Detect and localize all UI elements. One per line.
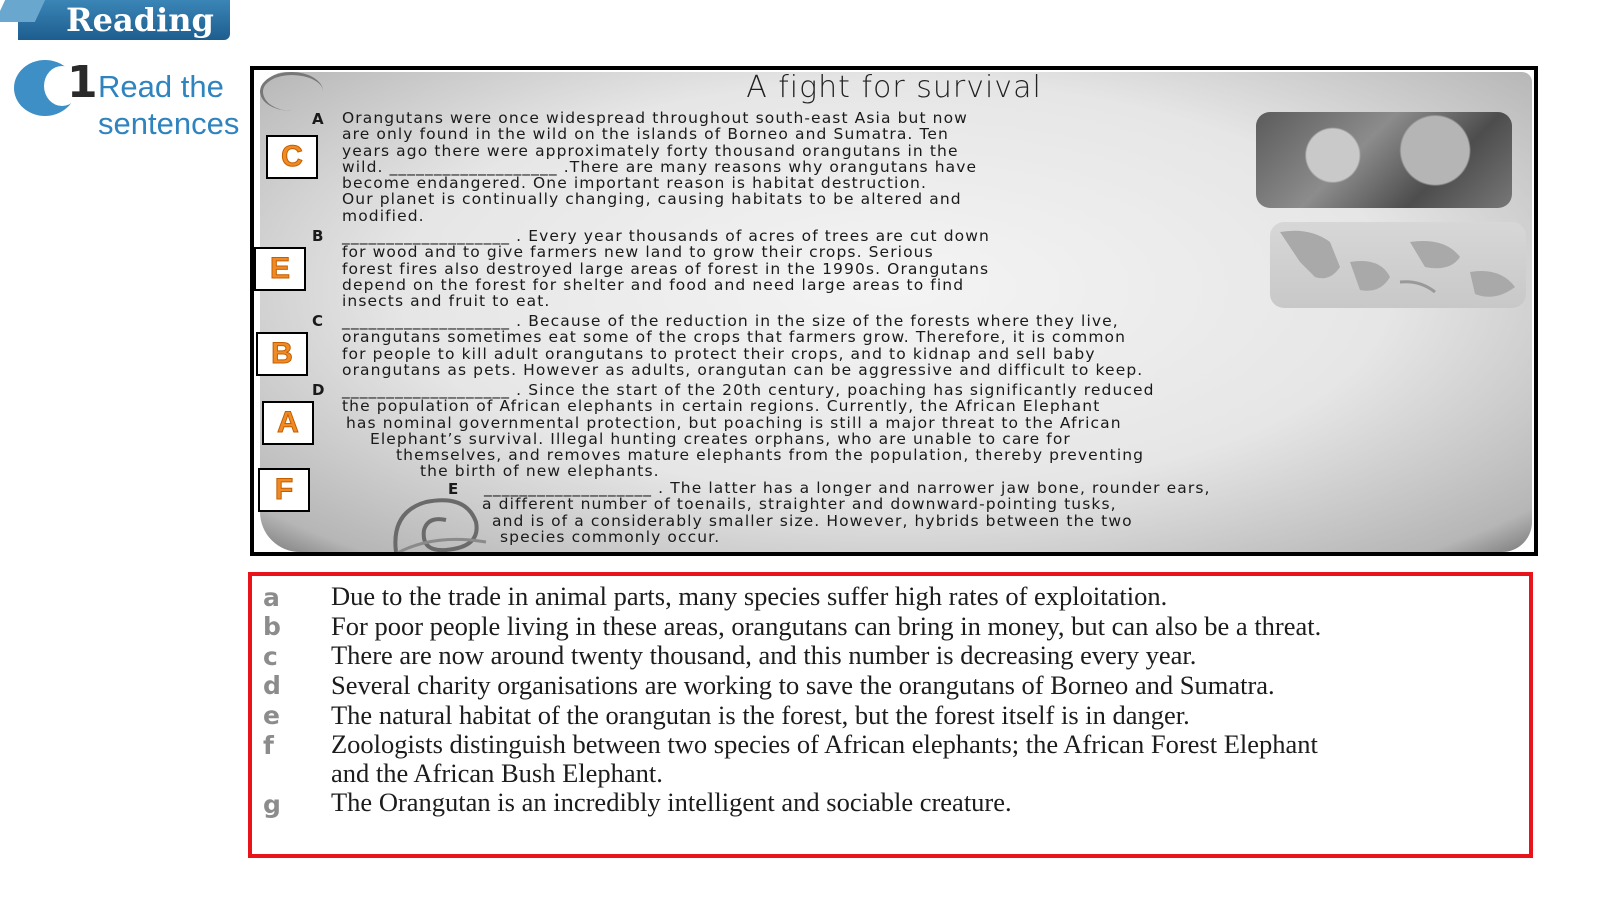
answer-box-a[interactable]	[266, 135, 318, 179]
paragraph-line: ___________________ . Since the start of the 20th century, poaching has significantly reduced	[342, 381, 1155, 399]
map-photo	[1270, 222, 1526, 308]
sentence-letter: d	[263, 671, 281, 700]
paragraph-line: a different number of toenails, straighter and downward-pointing tusks,	[482, 495, 1117, 514]
paragraph-a	[342, 110, 977, 224]
paragraph-c	[342, 313, 1143, 378]
paragraph-line: are only found in the wild on the islands of Borneo and Sumatra. Ten	[342, 125, 949, 144]
answer-letter: F	[274, 473, 294, 506]
paragraph-line: wild. ___________________ .There are many reasons why orangutans have	[342, 157, 978, 176]
paragraph-line: insects and fruit to eat.	[342, 292, 551, 311]
exercise-number: 1	[67, 57, 98, 108]
answer-box-e[interactable]	[258, 468, 310, 512]
paragraph-line: for people to kill adult orangutans to protect their crops, and to kidnap and sell baby	[342, 344, 1096, 363]
answer-box-b[interactable]	[254, 247, 306, 291]
paragraph-letter: D	[312, 381, 325, 399]
paragraph-letter: A	[312, 110, 324, 128]
paragraph-line: orangutans sometimes eat some of the crops that farmers grow. Therefore, it is common	[342, 328, 1127, 347]
answer-letter: E	[269, 252, 290, 285]
paragraph-line: orangutans as pets. However as adults, orangutan can be aggressive and difficult to keep.	[342, 360, 1144, 379]
paragraph-letter: E	[448, 480, 459, 498]
paragraph-line: themselves, and removes mature elephants from the population, thereby preventing	[396, 446, 1145, 465]
paragraph-line: modified.	[342, 206, 425, 225]
instruction-line: sentences	[98, 106, 240, 141]
answer-box-c[interactable]	[256, 332, 308, 376]
section-tab	[18, 0, 230, 40]
answer-letter: B	[271, 337, 293, 370]
paragraph-line: the population of African elephants in certain regions. Currently, the African Elephant	[342, 397, 1101, 416]
sentence-text: The natural habitat of the orangutan is the forest, but the forest itself is in danger.	[331, 700, 1190, 730]
paragraph-line: ___________________ . Because of the reduction in the size of the forests where they live,	[342, 312, 1119, 330]
orangutan-photo	[1256, 112, 1512, 208]
sentence-letter: c	[263, 642, 278, 671]
paragraph-b	[342, 228, 990, 309]
passage-title: A fight for survival	[746, 70, 1042, 105]
paragraph-line: depend on the forest for shelter and food and need large areas to find	[342, 275, 965, 294]
paragraph-line: years ago there were approximately forty thousand orangutans in the	[342, 141, 959, 160]
exercise-number-badge	[14, 57, 98, 116]
sentence-line: Zoologists distinguish between two species of African elephants; the African Forest Elephant	[331, 729, 1318, 759]
paragraph-letter: B	[312, 227, 324, 245]
paragraph-line: Our planet is continually changing, causing habitats to be altered and	[342, 190, 962, 209]
sentence-letter: g	[263, 790, 281, 819]
answer-letter: C	[281, 140, 303, 173]
sentence-letter: f	[263, 731, 274, 760]
paragraph-line: and is of a considerably smaller size. However, hybrids between the two	[492, 511, 1133, 530]
paragraph-line: ___________________ . Every year thousands of acres of trees are cut down	[342, 227, 990, 245]
paragraph-e	[484, 480, 1211, 545]
paragraph-line: for wood and to give farmers new land to grow their crops. Serious	[342, 243, 934, 262]
sentence-text: For poor people living in these areas, orangutans can bring in money, but can also be a threat.	[331, 611, 1322, 641]
instruction	[98, 68, 239, 142]
paragraph-line: become endangered. One important reason is habitat destruction.	[342, 174, 927, 193]
sentence-text	[331, 730, 1318, 788]
instruction-line: Read the	[98, 69, 224, 104]
paragraph-line: Orangutans were once widespread throughout south-east Asia but now	[342, 109, 968, 127]
paragraph-line: Elephant’s survival. Illegal hunting creates orphans, who are unable to care for	[370, 429, 1071, 448]
passage-frame	[250, 66, 1538, 556]
answer-letter: A	[277, 406, 299, 439]
section-title: Reading	[66, 1, 214, 39]
paragraph-d	[342, 382, 1155, 480]
paragraph-line: species commonly occur.	[500, 527, 721, 546]
sentence-letter: a	[263, 583, 280, 612]
scroll-roll-icon	[386, 472, 496, 556]
paragraph-letter: C	[312, 312, 324, 330]
sentence-text: The Orangutan is an incredibly intelligent and sociable creature.	[331, 787, 1012, 817]
sentence-line: and the African Bush Elephant.	[331, 758, 663, 788]
sentence-text: Several charity organisations are working to save the orangutans of Borneo and Sumatra.	[331, 670, 1275, 700]
sentence-letter: b	[263, 612, 281, 641]
sentence-text: Due to the trade in animal parts, many species suffer high rates of exploitation.	[331, 581, 1168, 611]
sentence-letter: e	[263, 701, 280, 730]
answer-box-d[interactable]	[262, 401, 314, 445]
sentence-text: There are now around twenty thousand, and this number is decreasing every year.	[331, 640, 1197, 670]
paragraph-line: ___________________ . The latter has a longer and narrower jaw bone, rounder ears,	[484, 479, 1211, 497]
paragraph-line: has nominal governmental protection, but poaching is still a major threat to the African	[346, 413, 1122, 432]
paragraph-line: forest fires also destroyed large areas of forest in the 1990s. Orangutans	[342, 259, 990, 278]
paragraph-line: the birth of new elephants.	[420, 462, 660, 481]
